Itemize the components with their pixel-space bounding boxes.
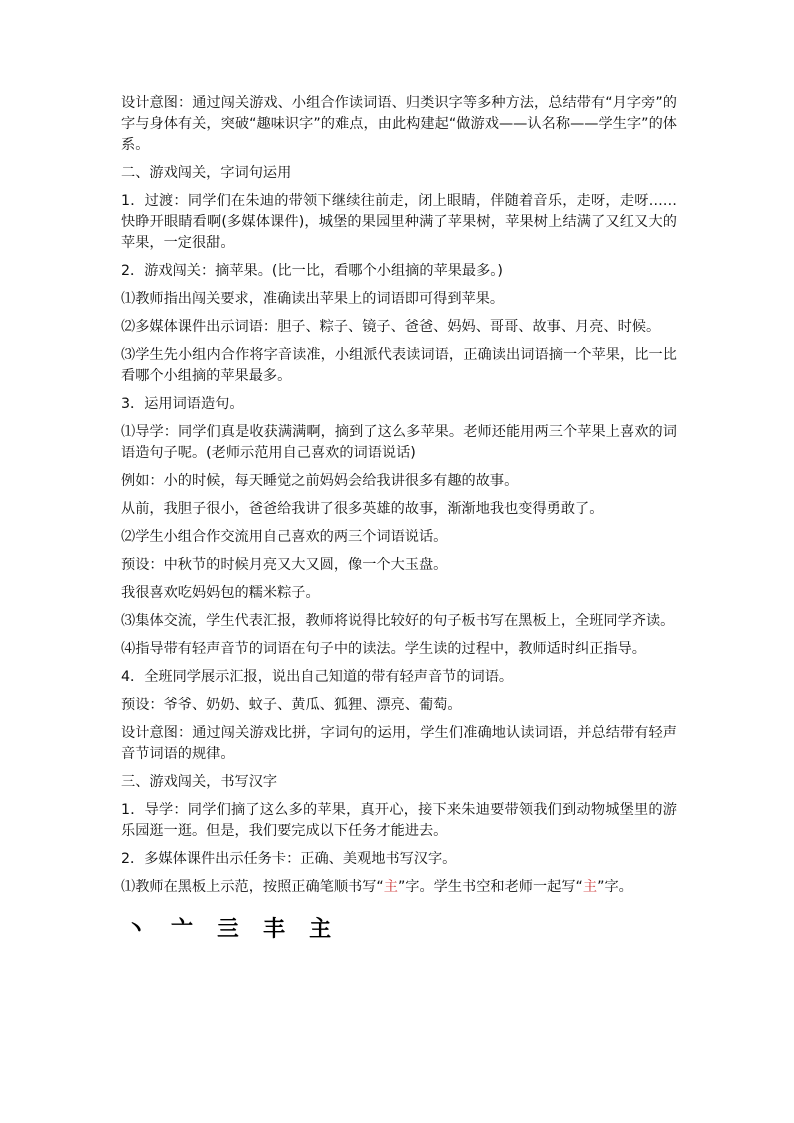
section-heading-2: 二、游戏闯关，字词句运用 xyxy=(121,165,292,181)
step-3-item-3: ⑶集体交流，学生代表汇报，教师将说得比较好的句子板书写在黑板上，全班同学齐读。 xyxy=(121,613,675,629)
stroke-step-1: 丶 xyxy=(125,916,148,942)
step-4-report: 4．全班同学展示汇报，说出自己知道的带有轻声音节的词语。 xyxy=(121,669,514,685)
highlight-char-2: 主 xyxy=(582,879,598,895)
stroke-step-4: 丰 xyxy=(263,916,286,942)
example-sentence-1: 例如：小的时候，每天睡觉之前妈妈会给我讲很多有趣的故事。 xyxy=(121,473,519,489)
demo-text-part-1: ⑴教师在黑板上示范，按照正确笔顺书写“ xyxy=(121,879,384,895)
stroke-step-3: 亖 xyxy=(217,916,240,942)
document-body xyxy=(121,93,677,946)
step-2-game: 2．游戏闯关：摘苹果。(比一比，看哪个小组摘的苹果最多。) xyxy=(121,263,503,279)
example-sentence-2: 从前，我胆子很小，爸爸给我讲了很多英雄的故事，渐渐地我也变得勇敢了。 xyxy=(121,501,604,517)
step-1-guide: 1．导学：同学们摘了这么多的苹果，真开心，接下来朱迪要带领我们到动物城堡里的游乐园逛一逛。但是，我们要完成以下任务才能进去。 xyxy=(121,802,677,839)
step-3-heading: 3．运用词语造句。 xyxy=(121,396,244,412)
stroke-step-2: 亠 xyxy=(171,916,194,942)
preset-words: 预设：爷爷、奶奶、蚊子、黄瓜、狐狸、漂亮、葡萄。 xyxy=(121,697,462,713)
step-2-item-3: ⑶学生先小组内合作将字音读准，小组派代表读词语，正确读出词语摘一个苹果，比一比看哪个小组摘的苹果最多。 xyxy=(121,347,677,384)
step-2-task-card: 2．多媒体课件出示任务卡：正确、美观地书写汉字。 xyxy=(121,851,457,867)
highlight-char-1: 主 xyxy=(383,879,398,895)
preset-sentence-2: 我很喜欢吃妈妈包的糯米粽子。 xyxy=(121,585,320,601)
step-2-item-2: ⑵多媒体课件出示词语：胆子、粽子、镜子、爸爸、妈妈、哥哥、故事、月亮、时候。 xyxy=(121,319,661,335)
design-intent-paragraph-1: 设计意图：通过闯关游戏、小组合作读词语、归类识字等多种方法，总结带有“月字旁”的字与身体有关，突破“趣味识字”的难点，由此构建起“做游戏——认名称——学生字”的体系。 xyxy=(121,95,677,153)
stroke-step-5: 主 xyxy=(309,916,332,942)
step-3-item-4: ⑷指导带有轻声音节的词语在句子中的读法。学生读的过程中，教师适时纠正指导。 xyxy=(121,641,646,657)
step-3-item-1: ⑴导学：同学们真是收获满满啊，摘到了这么多苹果。老师还能用两三个苹果上喜欢的词语造句子呢。(老师示范用自己喜欢的词语说话) xyxy=(121,424,677,461)
preset-sentence-1: 预设：中秋节的时候月亮又大又圆，像一个大玉盘。 xyxy=(121,557,448,573)
step-1-transition: 1．过渡：同学们在朱迪的带领下继续往前走，闭上眼睛，伴随着音乐，走呀，走呀……快睁开眼睛看啊(多媒体课件)，城堡的果园里种满了苹果树，苹果树上结满了又红又大的苹果，一定很甜。 xyxy=(121,193,677,251)
design-intent-paragraph-2: 设计意图：通过闯关游戏比拼，字词句的运用，学生们准确地认读词语，并总结带有轻声音节词语的规律。 xyxy=(121,725,677,762)
demo-text-part-2: ”字。学生书空和老师一起写“ xyxy=(397,879,583,895)
stroke-order-sequence xyxy=(121,912,677,946)
section-heading-3: 三、游戏闯关，书写汉字 xyxy=(121,774,278,790)
step-3-item-2: ⑵学生小组合作交流用自己喜欢的两三个词语说话。 xyxy=(121,529,448,545)
demo-text-part-3: ”字。 xyxy=(597,879,633,895)
step-2-item-1: ⑴教师指出闯关要求，准确读出苹果上的词语即可得到苹果。 xyxy=(121,291,505,307)
demo-writing-item xyxy=(121,877,677,898)
